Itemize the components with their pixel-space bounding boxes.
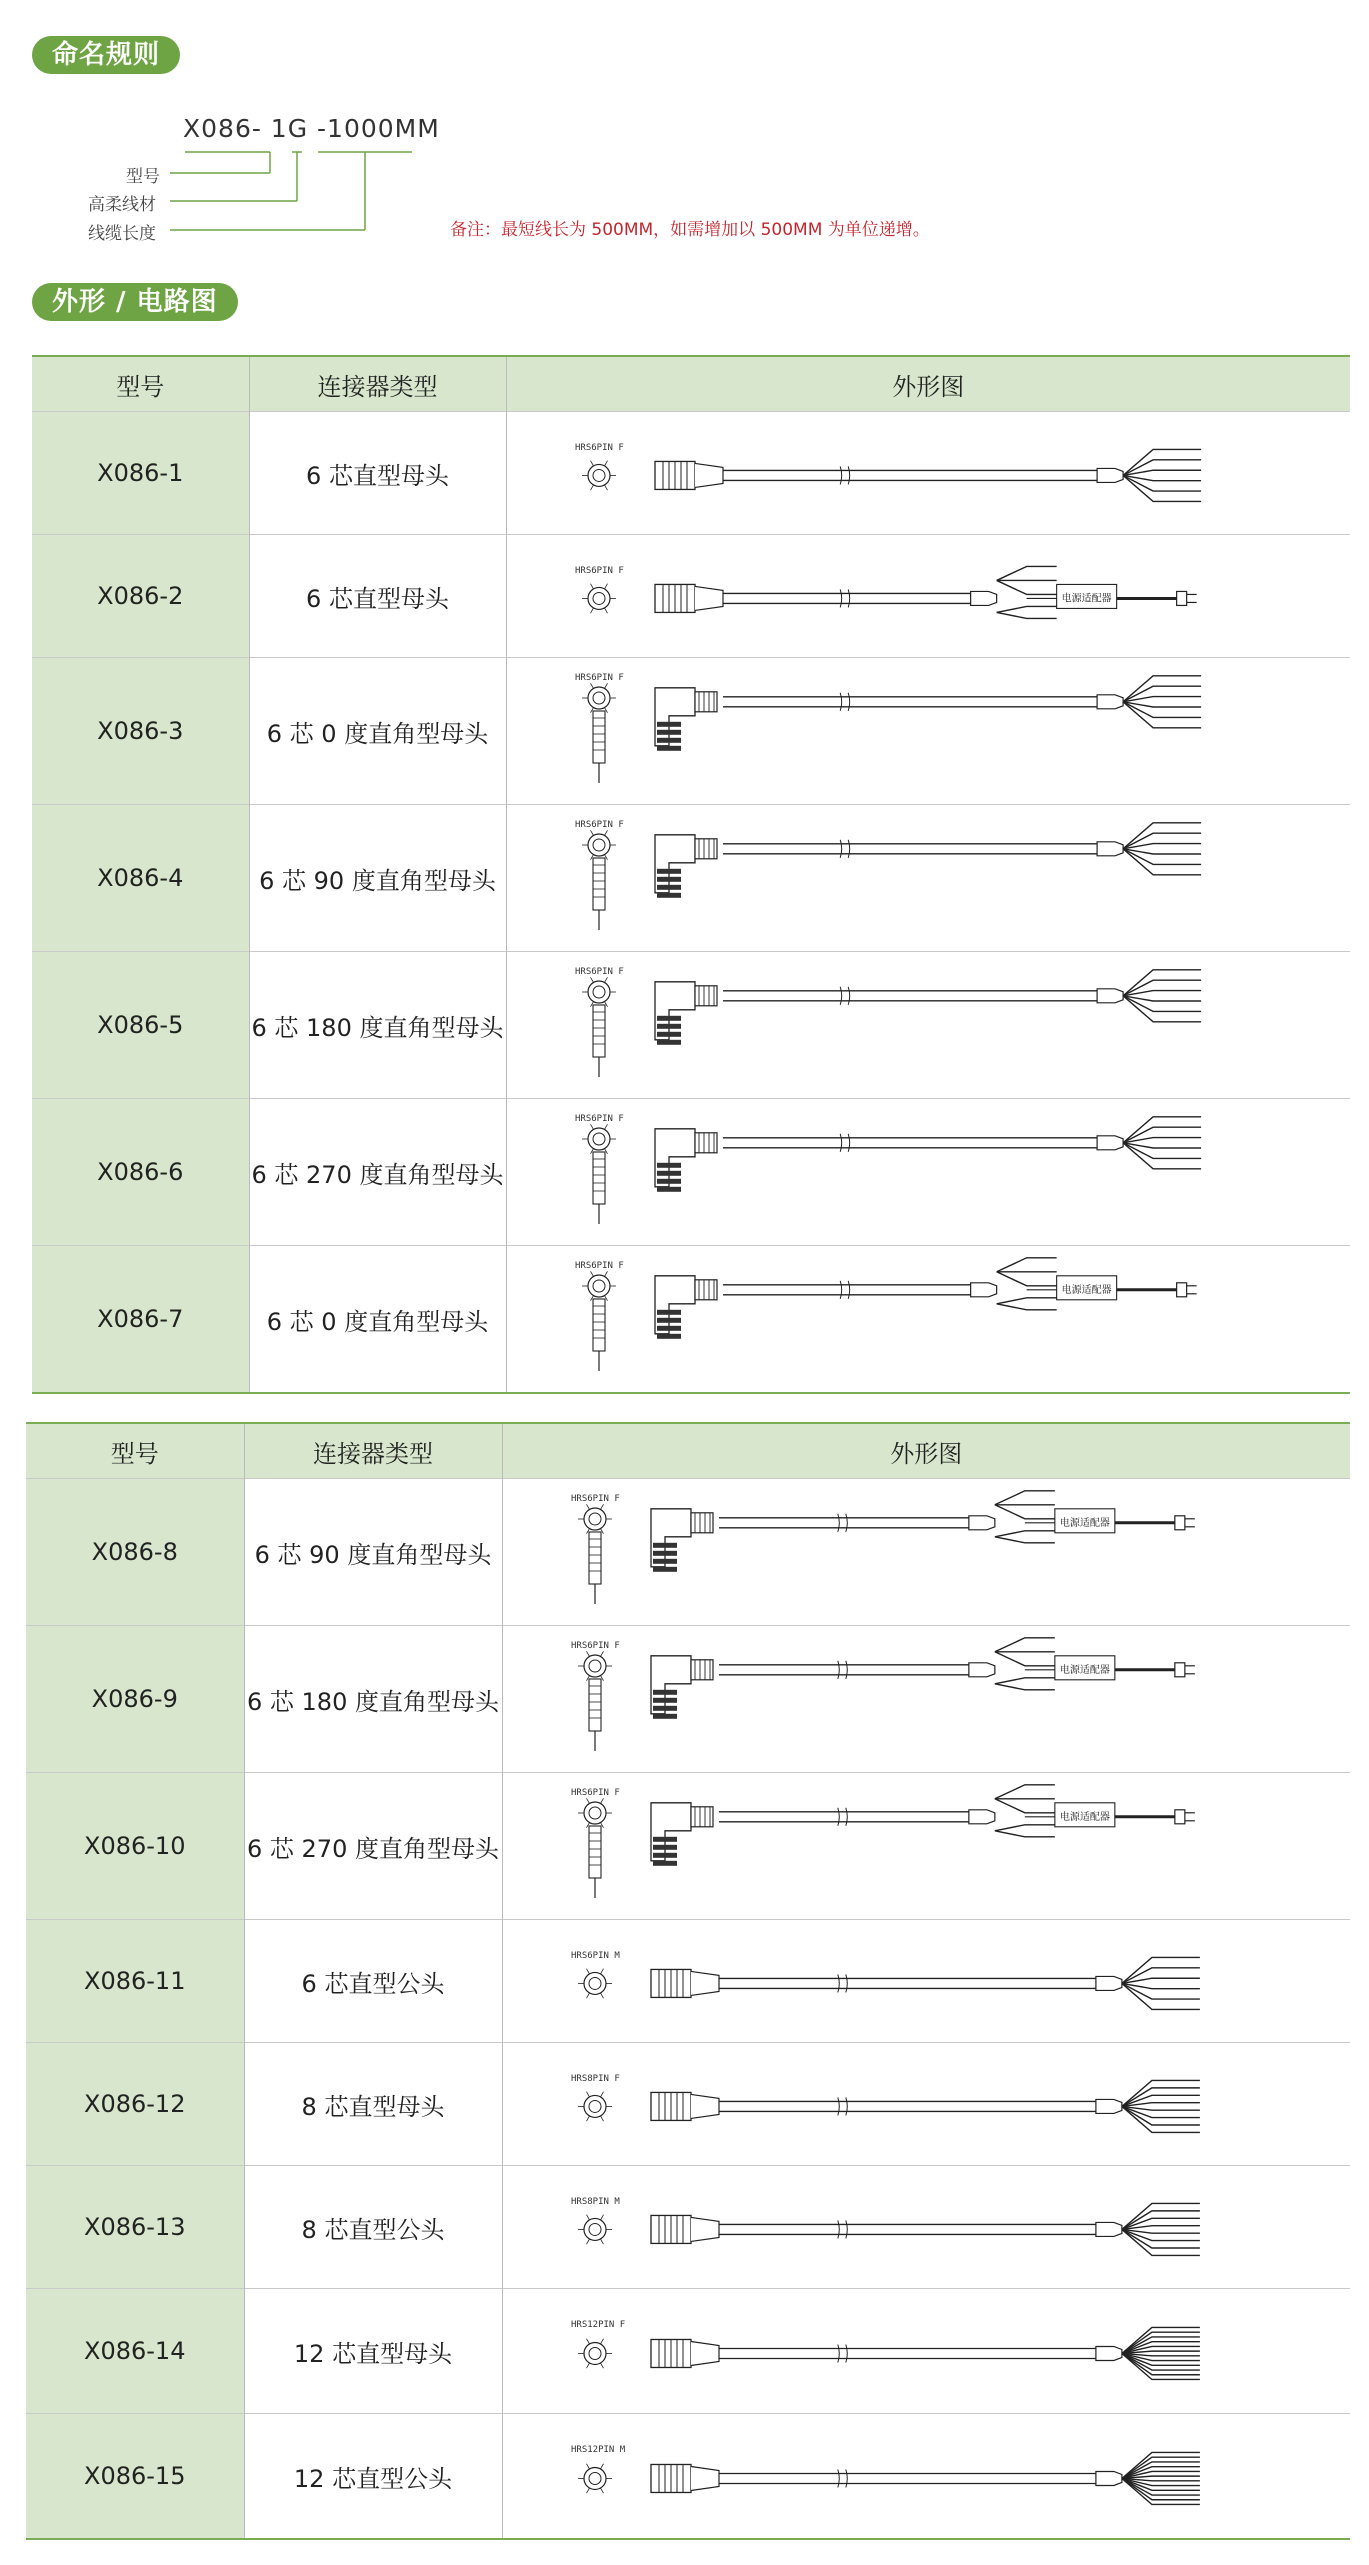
table-row <box>26 2166 1350 2289</box>
table-row <box>32 535 1350 658</box>
pin-label: HRS6PIN F <box>570 1641 620 1651</box>
header-connector-type: 连接器类型 <box>249 356 506 412</box>
header-outline: 外形图 <box>506 356 1350 412</box>
pin-label: HRS6PIN M <box>570 1951 620 1961</box>
cell-connector-type: 8 芯直型母头 <box>244 2043 502 2166</box>
cable-diagram <box>507 412 1350 534</box>
pin-label: HRS12PIN M <box>570 2445 625 2455</box>
table-row <box>32 412 1350 535</box>
naming-label-length: 线缆长度 <box>88 224 156 244</box>
cell-model: X086-12 <box>26 2043 244 2166</box>
cell-connector-type: 6 芯 180 度直角型母头 <box>249 952 506 1099</box>
cell-connector-type: 8 芯直型公头 <box>244 2166 502 2289</box>
cable-diagram <box>503 1773 1350 1919</box>
pin-label: HRS6PIN F <box>574 443 624 453</box>
cable-diagram <box>503 1920 1350 2042</box>
cell-outline <box>506 1099 1350 1246</box>
adapter-label: 电源适配器 <box>1061 593 1112 605</box>
pin-label: HRS12PIN F <box>570 2320 625 2330</box>
cell-outline <box>506 805 1350 952</box>
cell-model: X086-14 <box>26 2289 244 2414</box>
adapter-label: 电源适配器 <box>1059 1517 1110 1529</box>
cell-connector-type: 6 芯 0 度直角型母头 <box>249 1246 506 1394</box>
cell-connector-type: 6 芯 270 度直角型母头 <box>249 1099 506 1246</box>
cell-connector-type: 6 芯 0 度直角型母头 <box>249 658 506 805</box>
table-row <box>32 1246 1350 1394</box>
table-row <box>26 1479 1350 1626</box>
cable-diagram <box>503 2166 1350 2288</box>
table-row <box>26 2289 1350 2414</box>
pin-label: HRS6PIN F <box>574 1114 624 1124</box>
cell-outline <box>506 952 1350 1099</box>
cell-connector-type: 6 芯 180 度直角型母头 <box>244 1626 502 1773</box>
pin-label: HRS6PIN F <box>574 566 624 576</box>
table-row <box>26 2414 1350 2540</box>
table-row <box>26 1626 1350 1773</box>
cell-model: X086-1 <box>32 412 249 535</box>
pin-label: HRS6PIN F <box>570 1494 620 1504</box>
pin-label: HRS8PIN M <box>570 2197 620 2207</box>
cell-connector-type: 12 芯直型公头 <box>244 2414 502 2540</box>
table-row <box>26 1773 1350 1920</box>
pin-label: HRS6PIN F <box>570 1788 620 1798</box>
cable-diagram <box>507 952 1350 1098</box>
cell-connector-type: 6 芯 270 度直角型母头 <box>244 1773 502 1920</box>
header-connector-type: 连接器类型 <box>244 1423 502 1479</box>
pin-label: HRS6PIN F <box>574 820 624 830</box>
cell-outline <box>502 1920 1350 2043</box>
header-outline: 外形图 <box>502 1423 1350 1479</box>
cell-model: X086-15 <box>26 2414 244 2540</box>
cell-model: X086-5 <box>32 952 249 1099</box>
table-row <box>32 658 1350 805</box>
section-title-naming: 命名规则 <box>32 36 180 74</box>
cell-model: X086-7 <box>32 1246 249 1394</box>
cell-outline <box>506 412 1350 535</box>
cell-model: X086-6 <box>32 1099 249 1246</box>
pin-label: HRS6PIN F <box>574 1261 624 1271</box>
cell-outline <box>502 1626 1350 1773</box>
cell-outline <box>502 1773 1350 1920</box>
naming-rule <box>0 100 1369 260</box>
cell-model: X086-11 <box>26 1920 244 2043</box>
cell-outline <box>506 658 1350 805</box>
naming-note: 备注：最短线长为 500MM，如需增加以 500MM 为单位递增。 <box>450 220 930 240</box>
cell-outline <box>506 535 1350 658</box>
cable-diagram <box>507 535 1350 657</box>
cell-outline <box>502 2166 1350 2289</box>
pin-label: HRS8PIN F <box>570 2074 620 2084</box>
cell-connector-type: 6 芯 90 度直角型母头 <box>244 1479 502 1626</box>
cell-connector-type: 6 芯直型母头 <box>249 412 506 535</box>
table-row <box>26 1920 1350 2043</box>
pin-label: HRS6PIN F <box>574 967 624 977</box>
cell-model: X086-4 <box>32 805 249 952</box>
cable-diagram <box>507 1246 1350 1392</box>
cell-outline <box>502 1479 1350 1626</box>
cell-connector-type: 6 芯直型公头 <box>244 1920 502 2043</box>
adapter-label: 电源适配器 <box>1059 1811 1110 1823</box>
header-model: 型号 <box>26 1423 244 1479</box>
cable-diagram <box>503 1626 1350 1772</box>
table-row <box>32 952 1350 1099</box>
table-row <box>32 1099 1350 1246</box>
section-title-outline: 外形 / 电路图 <box>32 283 238 321</box>
naming-label-cable: 高柔线材 <box>88 195 156 215</box>
cell-connector-type: 12 芯直型母头 <box>244 2289 502 2414</box>
cable-diagram <box>507 1099 1350 1245</box>
table-row <box>26 2043 1350 2166</box>
pin-label: HRS6PIN F <box>574 673 624 683</box>
adapter-label: 电源适配器 <box>1059 1664 1110 1676</box>
cell-model: X086-10 <box>26 1773 244 1920</box>
cell-outline <box>502 2289 1350 2414</box>
naming-code: X086- 1G -1000MM <box>183 114 440 143</box>
cell-model: X086-2 <box>32 535 249 658</box>
cell-model: X086-9 <box>26 1626 244 1773</box>
spec-table-1 <box>32 355 1350 1394</box>
cable-diagram <box>507 658 1350 804</box>
spec-table-2 <box>26 1422 1350 2540</box>
cell-outline <box>506 1246 1350 1394</box>
naming-label-model: 型号 <box>126 167 160 187</box>
cell-connector-type: 6 芯 90 度直角型母头 <box>249 805 506 952</box>
header-model: 型号 <box>32 356 249 412</box>
table-row <box>32 805 1350 952</box>
cell-connector-type: 6 芯直型母头 <box>249 535 506 658</box>
cell-model: X086-8 <box>26 1479 244 1626</box>
cable-diagram <box>503 2043 1350 2165</box>
cell-outline <box>502 2414 1350 2540</box>
cable-diagram <box>503 2289 1350 2413</box>
cable-diagram <box>503 1479 1350 1625</box>
adapter-label: 电源适配器 <box>1061 1284 1112 1296</box>
cell-outline <box>502 2043 1350 2166</box>
cell-model: X086-13 <box>26 2166 244 2289</box>
cell-model: X086-3 <box>32 658 249 805</box>
cable-diagram <box>507 805 1350 951</box>
cable-diagram <box>503 2414 1350 2538</box>
